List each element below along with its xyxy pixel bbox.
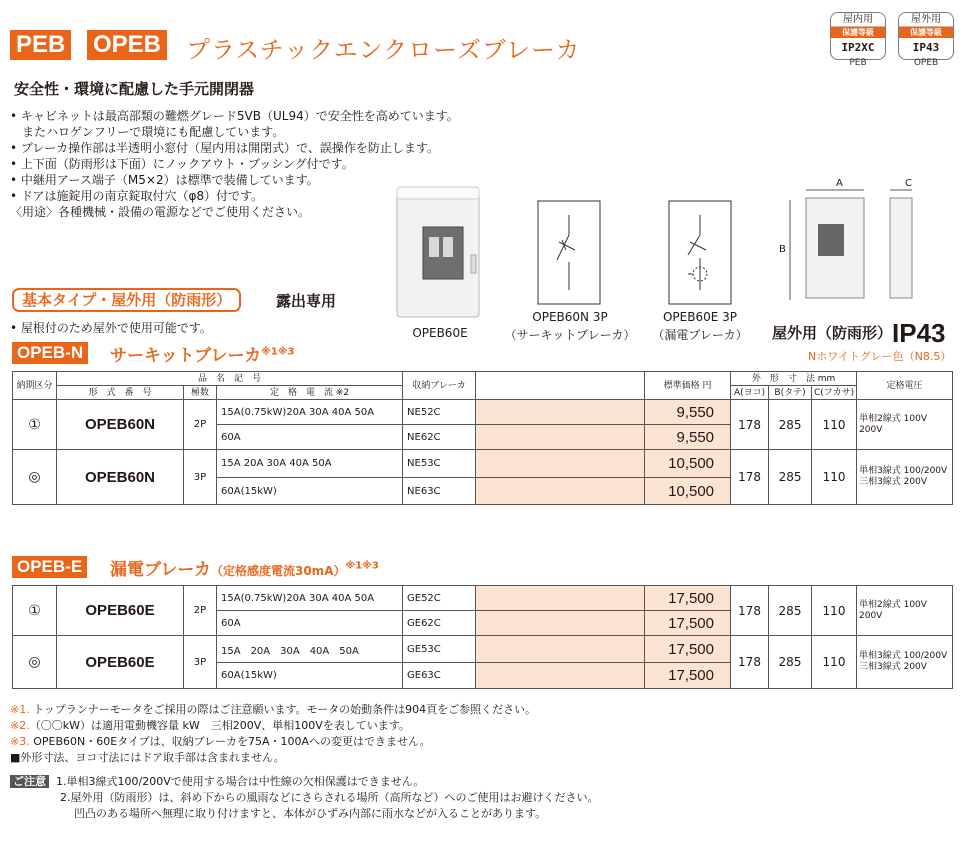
table-row — [13, 586, 953, 611]
dimension-drawing — [778, 180, 918, 305]
feature-item: • キャビネットは最高部類の難燃グレード5VB（UL94）で安全性を高めています。 — [10, 109, 459, 123]
feature-item: • 中継用アース端子（M5×2）は標準で装備しています。 — [10, 173, 319, 187]
opeb-e-tag: OPEB-E — [12, 556, 87, 578]
col-b: B(タテ) — [769, 386, 812, 400]
poles: 2P — [184, 586, 217, 636]
col-price: 標準価格 円 — [645, 372, 731, 400]
section-e-subtitle: （定格感度電流30mA） — [210, 564, 346, 578]
breaker: NE62C — [403, 425, 476, 450]
price: 17,500 — [645, 636, 731, 663]
ip43-label: IP43 — [892, 318, 946, 348]
table-row — [13, 636, 953, 663]
basic-note: • 屋根付のため屋外で使用可能です。 — [10, 321, 212, 335]
opeb-tag: OPEB — [87, 30, 167, 60]
blank-cell — [476, 663, 645, 689]
rated-voltage: 単相3線式 100/200V 三相3線式 200V — [857, 636, 953, 689]
diagram1-caption: OPEB60N 3P — [532, 310, 608, 324]
photo-caption: OPEB60E — [412, 326, 468, 340]
note-text: OPEB60N・60Eタイプは、収納ブレーカを75A・100Aへの変更はできません。 — [29, 735, 431, 748]
rated-voltage: 単相2線式 100V 200V — [857, 586, 953, 636]
diagram2-caption: OPEB60E 3P — [662, 310, 738, 324]
dim-c: 110 — [812, 450, 857, 505]
price: 17,500 — [645, 586, 731, 611]
outdoor-label: 屋外用（防雨形） — [772, 324, 893, 342]
caution-line — [10, 774, 599, 790]
price: 10,500 — [645, 450, 731, 478]
feature-item: またハロゲンフリーで環境にも配慮しています。 — [10, 125, 285, 139]
dim-b: 285 — [769, 586, 812, 636]
blank-cell — [476, 400, 645, 425]
col-a: A(ヨコ) — [731, 386, 769, 400]
badge-level-label: 保護等級 — [831, 27, 885, 38]
caution-label: ご注意 — [10, 775, 49, 788]
rated-current: 60A(15kW) — [217, 663, 403, 689]
circuit-breaker-diagram — [537, 200, 601, 305]
dim-c: 110 — [812, 636, 857, 689]
delivery-mark: ① — [13, 586, 57, 636]
breaker: NE63C — [403, 478, 476, 505]
caution-line: 2.屋外用（防雨形）は、斜め下からの風雨などにさらされる場所（高所など）へのご使用はお避けください。 — [60, 791, 599, 804]
model-number: OPEB60N — [57, 400, 184, 450]
blank-cell — [476, 478, 645, 505]
breaker: GE63C — [403, 663, 476, 689]
delivery-mark: ① — [13, 400, 57, 450]
note-item — [10, 702, 536, 718]
blank-cell — [476, 586, 645, 611]
opeb-n-tag: OPEB-N — [12, 342, 88, 364]
blank-cell — [476, 450, 645, 478]
delivery-mark: ◎ — [13, 636, 57, 689]
ip43-badge — [898, 12, 954, 60]
exposed-only-label: 露出専用 — [276, 292, 337, 310]
col-dim-group: 外 形 寸 法 mm — [731, 372, 857, 386]
table-row — [13, 450, 953, 478]
caution-text: 1.単相3線式100/200Vで使用する場合は中性線の欠相保護はできません。 — [56, 775, 425, 788]
col-model: 形 式 番 号 — [57, 386, 184, 400]
dim-b-label: B — [779, 244, 786, 255]
diagram1-subcaption: （サーキットブレーカ） — [504, 328, 636, 342]
section-e-sup: ※1※3 — [345, 560, 379, 572]
col-poles: 極数 — [184, 386, 217, 400]
delivery-mark: ◎ — [13, 450, 57, 505]
note-text: トップランナーモータをご採用の際はご注意願います。モータの始動条件は904頁をご参照ください。 — [29, 703, 537, 716]
section-n-title — [110, 341, 295, 366]
table-opeb-n — [12, 371, 953, 505]
ip2xc-badge — [830, 12, 886, 60]
feature-item: 〈用途〉各種機械・設備の電源などでご使用ください。 — [10, 205, 311, 219]
badge-code: IP2XC — [841, 41, 875, 54]
price: 17,500 — [645, 663, 731, 689]
blank-cell — [476, 611, 645, 636]
feature-item: • ドアは施錠用の南京錠取付穴（φ8）付です。 — [10, 189, 264, 203]
dim-b: 285 — [769, 400, 812, 450]
page-title: プラスチックエンクローズブレーカ — [186, 36, 581, 64]
rated-voltage: 単相2線式 100V 200V — [857, 400, 953, 450]
subtitle: 安全性・環境に配慮した手元開閉器 — [14, 80, 255, 98]
price: 10,500 — [645, 478, 731, 505]
note-key: ※1. — [10, 703, 30, 716]
dim-a: 178 — [731, 400, 769, 450]
product-photo — [393, 185, 485, 320]
notes — [10, 702, 536, 766]
blank-cell — [476, 425, 645, 450]
note-item — [10, 718, 536, 734]
rated-current: 60A — [217, 611, 403, 636]
col-breaker: 収納ブレーカ — [403, 372, 476, 400]
table-row — [13, 400, 953, 425]
col-blank — [476, 372, 645, 400]
rated-current: 60A(15kW) — [217, 478, 403, 505]
badge-level-label: 保護等級 — [899, 27, 953, 38]
dim-c: 110 — [812, 400, 857, 450]
model-number: OPEB60E — [57, 586, 184, 636]
dim-b: 285 — [769, 450, 812, 505]
dim-c: 110 — [812, 586, 857, 636]
model-number: OPEB60E — [57, 636, 184, 689]
rated-current: 15A(0.75kW)20A 30A 40A 50A — [217, 400, 403, 425]
peb-tag: PEB — [10, 30, 71, 60]
note-key: ※2. — [10, 719, 30, 732]
feature-list — [10, 108, 459, 220]
badge-type: 屋外用 — [899, 13, 953, 27]
rated-voltage: 単相3線式 100/200V 三相3線式 200V — [857, 450, 953, 505]
rated-current: 60A — [217, 425, 403, 450]
diagram2-subcaption: （漏電ブレーカ） — [652, 328, 748, 342]
dim-a-label: A — [836, 178, 843, 189]
feature-item: • 上下面（防雨形は下面）にノックアウト・ブッシング付です。 — [10, 157, 354, 171]
poles: 2P — [184, 400, 217, 450]
basic-type-label: 基本タイプ・屋外用（防雨形） — [12, 288, 241, 312]
col-delivery: 納期区分 — [13, 372, 57, 400]
col-item-group: 品 名 記 号 — [57, 372, 403, 386]
blank-cell — [476, 636, 645, 663]
dim-a: 178 — [731, 636, 769, 689]
price: 17,500 — [645, 611, 731, 636]
breaker: GE62C — [403, 611, 476, 636]
col-c: C(フカサ) — [812, 386, 857, 400]
price: 9,550 — [645, 425, 731, 450]
breaker: NE52C — [403, 400, 476, 425]
badge-type: 屋内用 — [831, 13, 885, 27]
section-n-sup: ※1※3 — [261, 346, 295, 358]
dim-a: 178 — [731, 586, 769, 636]
leakage-breaker-diagram — [668, 200, 732, 305]
note-text: （〇〇kW）は適用電動機容量 kW 三相200V、単相100Vを表しています。 — [29, 719, 410, 732]
rated-current: 15A(0.75kW)20A 30A 40A 50A — [217, 586, 403, 611]
price: 9,550 — [645, 400, 731, 425]
section-e-title — [110, 555, 379, 580]
rated-current: 15A 20A 30A 40A 50A — [217, 450, 403, 478]
note-text: ■外形寸法、ヨコ寸法にはドア取手部は含まれません。 — [10, 751, 285, 764]
col-current: 定 格 電 流 ※2 — [217, 386, 403, 400]
dim-b: 285 — [769, 636, 812, 689]
breaker: NE53C — [403, 450, 476, 478]
section-e-title-text: 漏電ブレーカ — [110, 560, 211, 580]
note-key: ※3. — [10, 735, 30, 748]
dim-c-label: C — [905, 178, 912, 189]
breaker: GE53C — [403, 636, 476, 663]
col-voltage: 定格電圧 — [857, 372, 953, 400]
badge-code: IP43 — [912, 41, 940, 54]
badge-caption: OPEB — [913, 58, 939, 68]
feature-item: • ブレーカ操作部は半透明小窓付（屋内用は開閉式）で、誤操作を防止します。 — [10, 141, 439, 155]
section-n-title-text: サーキットブレーカ — [110, 346, 262, 366]
model-number: OPEB60N — [57, 450, 184, 505]
caution-block — [10, 774, 599, 822]
note-item — [10, 734, 536, 750]
note-item — [10, 750, 536, 766]
rated-current: 15A 20A 30A 40A 50A — [217, 636, 403, 663]
poles: 3P — [184, 450, 217, 505]
color-note: Nホワイトグレー色（N8.5） — [808, 350, 952, 363]
breaker: GE52C — [403, 586, 476, 611]
poles: 3P — [184, 636, 217, 689]
badge-caption: PEB — [849, 58, 867, 68]
caution-line: 凹凸のある場所へ無理に取り付けますと、本体がひずみ内部に雨水などが入ることがあります。 — [74, 807, 547, 820]
table-opeb-e — [12, 585, 953, 689]
dim-a: 178 — [731, 450, 769, 505]
